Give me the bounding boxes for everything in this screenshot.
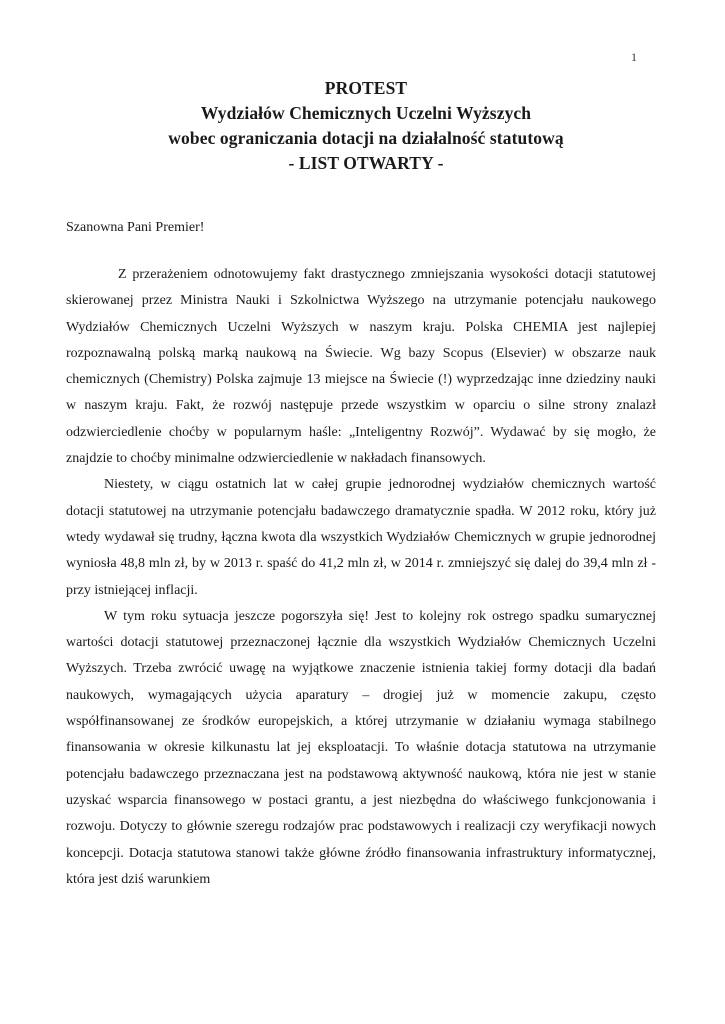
paragraph: W tym roku sytuacja jeszcze pogorszyła się! Jest to kolejny rok ostrego spadku sumarycznej wartości dotacji statutowej przeznaczonej łącznie dla wszystkich Wydziałów Chemicznych Uczelni Wyższych. Trzeba zwrócić uwagę na wyjątkowe znaczenie istnienia takiej formy dotacji dla badań naukowych, wymagających użycia aparatury – drogiej już w momencie zakupu, często współfinansowanej ze środków europejskich, a której utrzymanie w działaniu wymaga stabilnego finansowania w okresie kilkunastu lat jej eksploatacji. To właśnie dotacja statutowa na utrzymanie potencjału badawczego przeznaczana jest na podstawową aktywność naukową, która nie jest w stanie uzyskać wsparcia finansowego w postaci grantu, a jest niezbędna do właściwego funkcjonowania i rozwoju. Dotyczy to głównie szeregu rodzajów prac podstawowych i realizacji czy weryfikacji nowych koncepcji. Dotacja statutowa stanowi także główne źródło finansowania infrastruktury informatycznej, która jest dziś warunkiem (66, 608, 656, 887)
title-line-faculties: Wydziałów Chemicznych Uczelni Wyższych (200, 103, 532, 123)
title-line-open-letter: - LIST OTWARTY - (288, 153, 444, 173)
page-number: 1 (631, 50, 637, 64)
letter-body (66, 262, 656, 893)
document-title (66, 76, 666, 176)
paragraph: Z przerażeniem odnotowujemy fakt drastycznego zmniejszania wysokości dotacji statutowej skierowanej przez Ministra Nauki i Szkolnictwa Wyższego na utrzymanie potencjału naukowego Wydziałów Chemicznych Uczelni Wyższych w naszym kraju. Polska CHEMIA jest najlepiej rozpoznawalną polską marką naukową na Świecie. Wg bazy Scopus (Elsevier) w obszarze nauk chemicznych (Chemistry) Polska zajmuje 13 miejsce na Świecie (!) wyprzedzając inne dziedziny nauki w naszym kraju. Fakt, że rozwój następuje przede wszystkim w oparciu o silne strony znalazł odzwierciedlenie choćby w popularnym haśle: „Inteligentny Rozwój”. Wydawać by się mogło, że znajdzie to choćby minimalne odzwierciedlenie w nakładach finansowych. (66, 267, 656, 467)
title-line-subject: wobec ograniczania dotacji na działalność statutową (168, 128, 564, 148)
paragraph: Niestety, w ciągu ostatnich lat w całej grupie jednorodnej wydziałów chemicznych wartość dotacji statutowej na utrzymanie potencjału badawczego dramatycznie spadła. W 2012 roku, który już wtedy wydawał się trudny, łączna kwota dla wszystkich Wydziałów Chemicznych w grupie jednorodnej wyniosła 48,8 mln zł, by w 2013 r. spaść do 41,2 mln zł, w 2014 r. zmniejszyć się dalej do 39,4 mln zł - przy istniejącej inflacji. (66, 477, 656, 598)
salutation: Szanowna Pani Premier! (66, 220, 205, 235)
title-line-protest: PROTEST (324, 78, 408, 98)
